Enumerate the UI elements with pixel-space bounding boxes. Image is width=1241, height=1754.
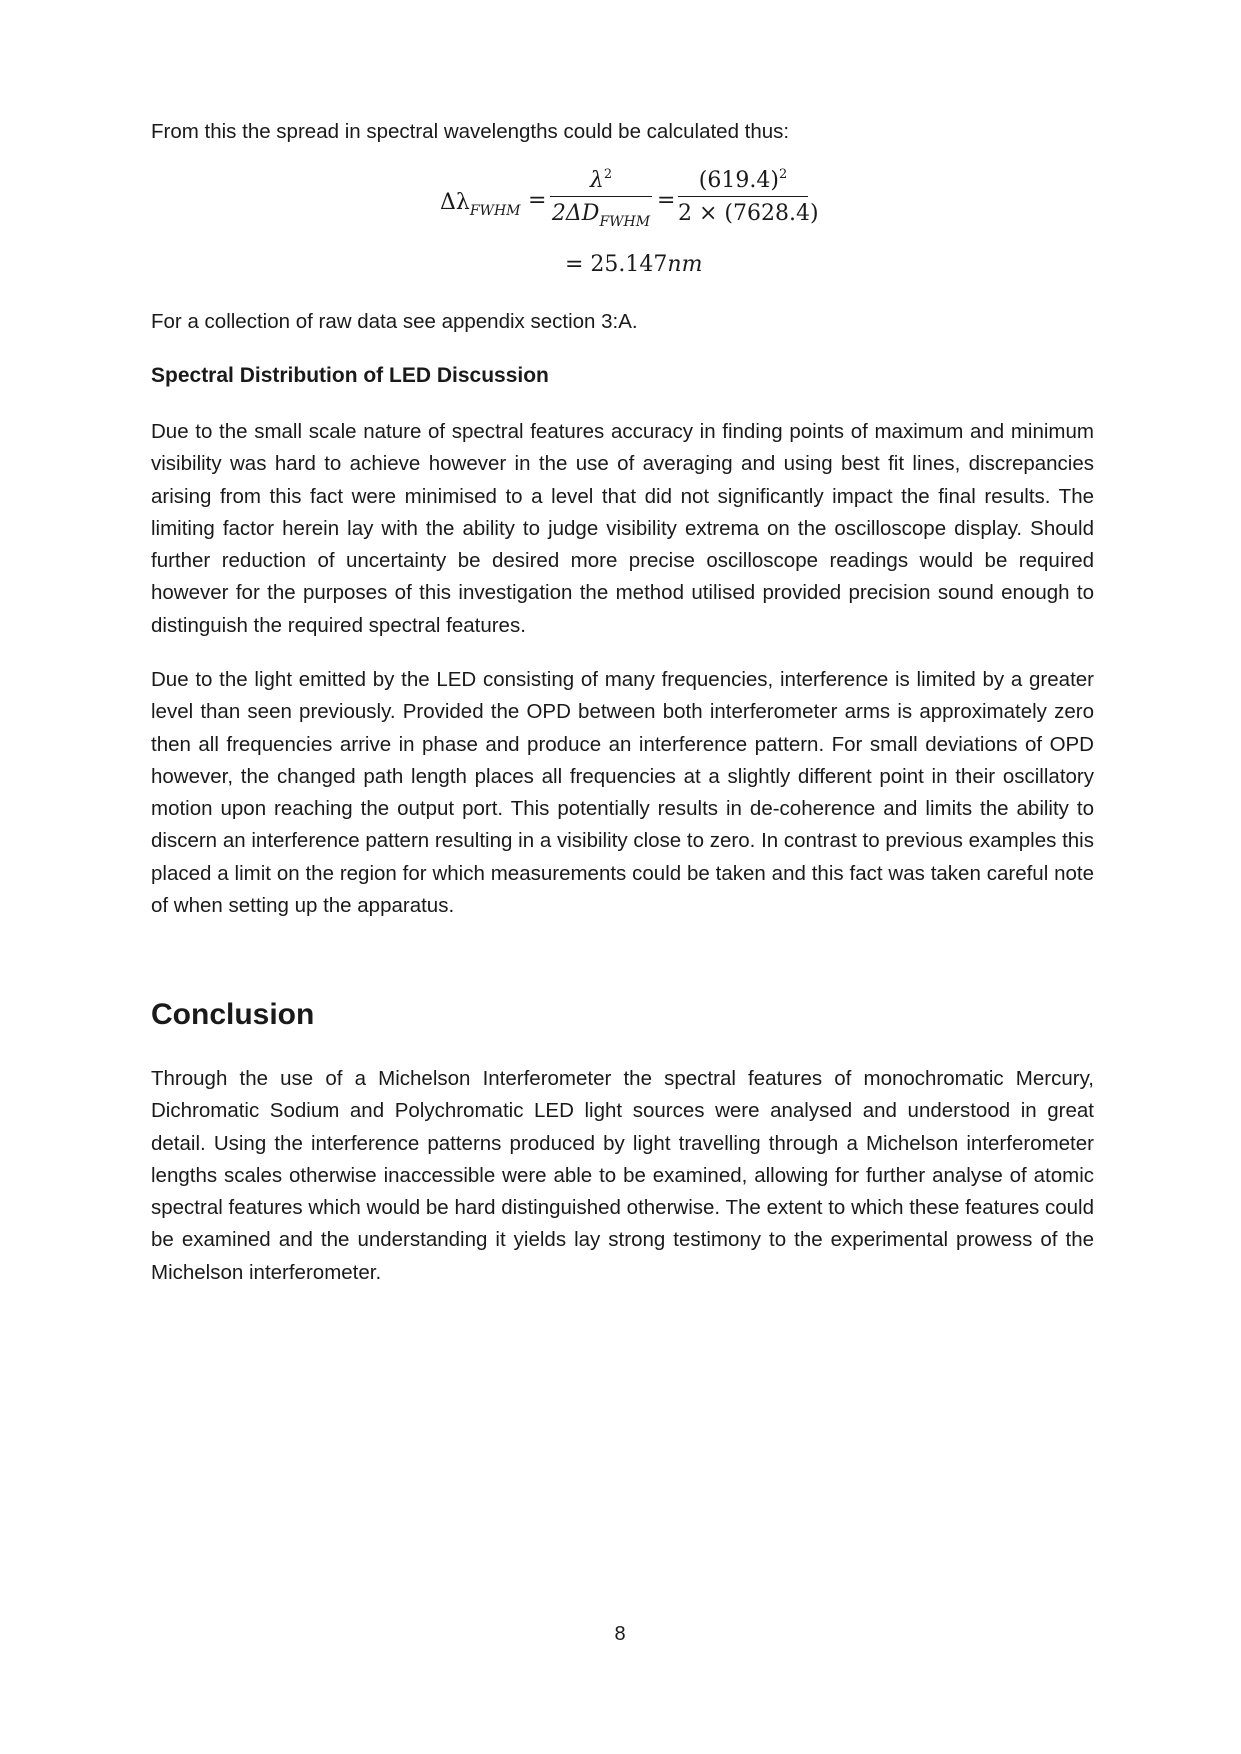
section-heading: Spectral Distribution of LED Discussion [151, 364, 549, 387]
fraction2-numerator: $(619.4)^2$ [698, 167, 788, 193]
result-value: = 25.147 [565, 252, 668, 277]
lhs-symbol: Δλ [440, 190, 470, 215]
conclusion-heading: Conclusion [151, 998, 315, 1031]
equals-sign: = [657, 188, 676, 213]
discussion-paragraph: Due to the light emitted by the LED consisting of many frequencies, interference is limited by a greater level than seen previously. Provided the OPD between both interferometer arms is approximately zero then all frequencies arrive in phase and produce an interference pattern. For small deviations of OPD however, the changed path length places all frequencies at a slightly different point in their oscillatory motion upon reaching the output port. This potentially results in de-coherence and limits the ability to discern an interference pattern resulting in a visibility close to zero. In contrast to previous examples this placed a limit on the region for which measurements could be taken and this fact was taken careful note of when setting up the apparatus. [151, 668, 1094, 918]
page-number: 8 [614, 1623, 626, 1645]
equation-lhs [440, 190, 521, 219]
fraction2-denominator: 2 × (7628.4) [678, 201, 819, 226]
equals-sign: = [528, 188, 547, 213]
result-unit: nm [667, 252, 703, 277]
discussion-paragraph: Due to the small scale nature of spectral features accuracy in finding points of maximum and minimum visibility was hard to achieve however in the use of averaging and using best fit lines, discrepancies arising from this fact were minimised to a level that did not significantly impact the final results. The limiting factor herein lay with the ability to judge visibility extrema on the oscilloscope display. Should further reduction of uncertainty be desired more precise oscilloscope readings would be required however for the purposes of this investigation the method utilised provided precision sound enough to distinguish the required spectral features. [151, 420, 1094, 637]
raw-data-note: For a collection of raw data see appendix section 3:A. [151, 310, 638, 333]
fraction-wavelength [550, 166, 652, 230]
fraction1-denominator: $2\Delta D_{FWHM}$ [551, 201, 651, 230]
lhs-subscript: FWHM [469, 203, 521, 219]
fwhm-equation [440, 166, 840, 286]
fraction1-numerator: $\lambda^2$ [589, 167, 613, 193]
equation-result [565, 252, 702, 277]
conclusion-paragraph: Through the use of a Michelson Interferometer the spectral features of monochromatic Mercury, Dichromatic Sodium and Polychromatic LED light sources were analysed and understood in great detail. Using the interference patterns produced by light travelling through a Michelson interferometer lengths scales otherwise inaccessible were able to be examined, allowing for further analyse of atomic spectral features which would be hard distinguished otherwise. The extent to which these features could be examined and the understanding it yields lay strong testimony to the experimental prowess of the Michelson interferometer. [151, 1067, 1094, 1284]
intro-text: From this the spread in spectral wavelengths could be calculated thus: [151, 120, 790, 143]
fraction-numeric [678, 166, 819, 227]
